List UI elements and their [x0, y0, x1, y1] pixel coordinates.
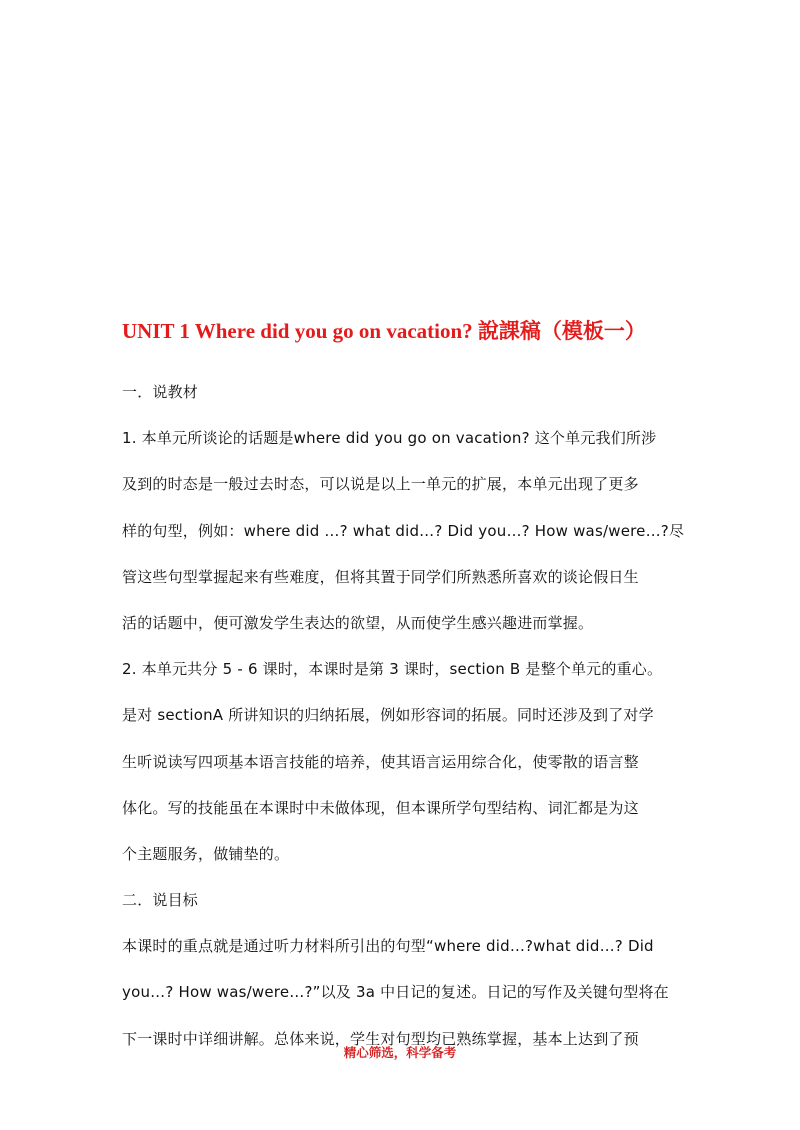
paragraph-line: 体化。写的技能虽在本课时中未做体现，但本课所学句型结构、词汇都是为这	[122, 798, 639, 817]
paragraph-line: you…? How was/were…?”以及 3a 中日记的复述。日记的写作及关键句型将在	[122, 983, 669, 1002]
paragraph-line: 个主题服务，做铺垫的。	[122, 844, 290, 863]
section-heading-textbook: 一．说教材	[122, 383, 199, 401]
paragraph-line: 本课时的重点就是通过听力材料所引出的句型“where did…?what did…? Did	[122, 937, 654, 956]
paragraph-line: 是对 sectionA 所讲知识的归纳拓展，例如形容词的拓展。同时还涉及到了对学	[122, 706, 654, 725]
paragraph-line: 活的话题中，便可激发学生表达的欲望，从而使学生感兴趣进而掌握。	[122, 613, 594, 632]
page-footer: 精心筛选，科学备考	[343, 1045, 457, 1060]
section-heading-objectives: 二．说目标	[122, 891, 199, 910]
paragraph-line: 及到的时态是一般过去时态，可以说是以上一单元的扩展，本单元出现了更多	[122, 475, 639, 494]
paragraph-line: 生听说读写四项基本语言技能的培养，使其语言运用综合化，使零散的语言整	[122, 752, 639, 771]
document-body	[122, 369, 685, 1062]
paragraph-line: 管这些句型掌握起来有些难度，但将其置于同学们所熟悉所喜欢的谈论假日生	[122, 567, 639, 586]
paragraph-line: 样的句型，例如：where did …? what did…? Did you…? How was/were…?尽	[122, 521, 685, 540]
paragraph-line: 下一课时中详细讲解。总体来说，学生对句型均已熟练掌握，基本上达到了预	[122, 1029, 639, 1048]
document-title: UNIT 1 Where did you go on vacation? 說課稿（模板一）	[122, 319, 646, 343]
paragraph-line: 2. 本单元共分 5 - 6 课时，本课时是第 3 课时，section B 是整个单元的重心。	[122, 660, 663, 679]
paragraph-line: 1. 本单元所谈论的话题是where did you go on vacation? 这个单元我们所涉	[122, 429, 657, 448]
